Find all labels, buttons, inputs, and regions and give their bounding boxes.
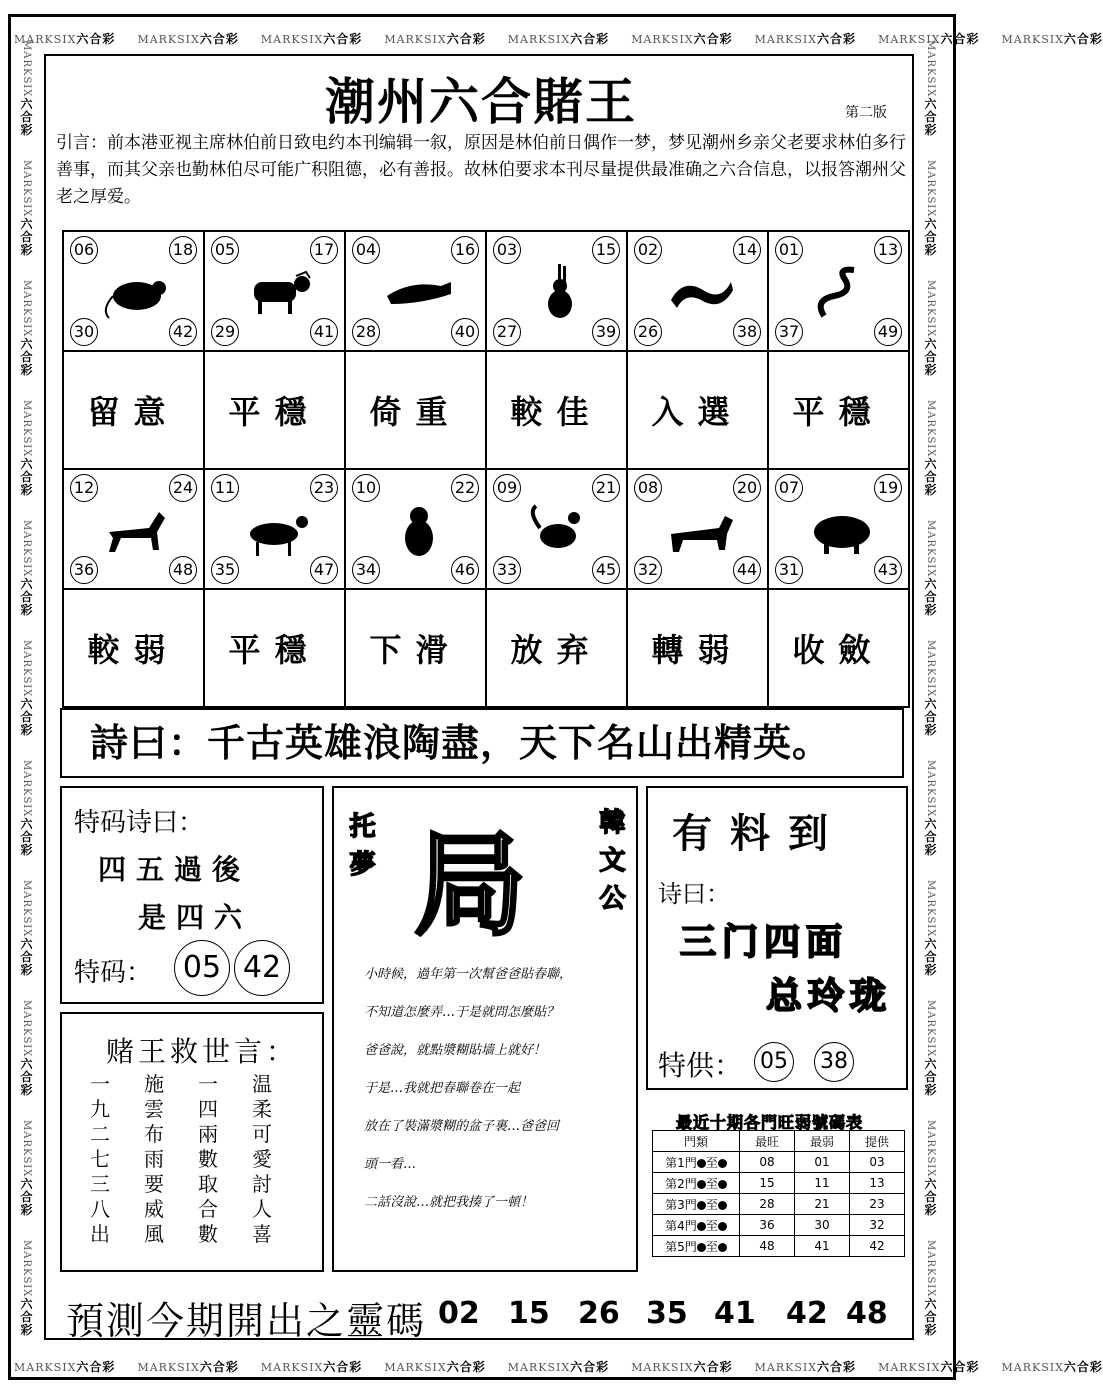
zodiac-cell [345,469,486,589]
zodiac-grid [62,230,910,708]
right-heading: 有料到 [672,811,846,857]
zodiac-number: 40 [451,318,479,346]
zodiac-number: 42 [169,318,197,346]
right-poem-label: 诗曰： [658,880,730,908]
special-poem-box [60,786,324,1004]
story-line: 二話沒說…就把我揍了一頓！ [364,1195,534,1210]
zodiac-number: 37 [775,318,803,346]
zodiac-word: 放弃 [486,589,627,707]
zodiac-number: 16 [451,236,479,264]
zodiac-number: 28 [352,318,380,346]
story-box [332,786,638,1272]
story-line: 放在了裝滿漿糊的盆子裏…爸爸回 [364,1119,560,1134]
snake-icon [804,260,878,322]
zodiac-number: 15 [592,236,620,264]
zodiac-number: 44 [733,556,761,584]
prediction-number: 48 [846,1296,888,1331]
zodiac-word: 轉弱 [627,589,768,707]
zodiac-number: 04 [352,236,380,264]
table-row: 第2門 至 15 11 13 [653,1173,905,1194]
right-special-2: 38 [814,1042,854,1082]
zodiac-cell [63,469,204,589]
zodiac-cell [768,469,909,589]
right-box [646,786,908,1090]
poem-banner: 詩曰：千古英雄浪陶盡，天下名山出精英。 [60,708,904,778]
zodiac-number: 32 [634,556,662,584]
zodiac-number: 34 [352,556,380,584]
story-text [364,956,634,1222]
table-row: 第3門 至 28 21 23 [653,1194,905,1215]
zodiac-number: 22 [451,474,479,502]
zodiac-cell [486,231,627,351]
right-poem-line1: 三门四面 [680,922,849,963]
saying-heading: 赌王救世言： [106,1035,299,1068]
zodiac-number: 48 [169,556,197,584]
zodiac-number: 30 [70,318,98,346]
zodiac-cell [204,469,345,589]
story-big-char: 局 [414,821,526,951]
zodiac-number: 08 [634,474,662,502]
story-line: 不知道怎麼弄…于是就問怎麼貼？ [364,1005,560,1020]
zodiac-number: 41 [310,318,338,346]
zodiac-word: 較佳 [486,351,627,469]
story-line: 小時候，過年第一次幫爸爸貼春聯， [364,967,573,982]
table-row: 第1門 至 08 01 03 [653,1152,905,1173]
zodiac-cell [486,469,627,589]
zodiac-number: 45 [592,556,620,584]
zodiac-cell [627,469,768,589]
zodiac-word: 平穩 [204,351,345,469]
zodiac-number: 14 [733,236,761,264]
zodiac-number: 39 [592,318,620,346]
edition-label: 第二版 [845,105,887,121]
table-title: 最近十期各門旺弱號碼表 [676,1113,864,1132]
saying-column: 一 九 二 七 三 八 出 [90,1072,110,1246]
saying-column: 施 雲 布 雨 要 威 風 [144,1072,164,1246]
watermark-top: MARKSIX六合彩 MARKSIX六合彩 MARKSIX六合彩 MARKSIX六合彩 MARKSIX六合彩 MARKSIX六合彩 MARKSIX六合彩 MARKSIX六合彩 MARKSIX六合彩 [14,32,1103,46]
rooster-icon [522,498,596,560]
zodiac-number: 36 [70,556,98,584]
rat-icon [99,260,173,322]
zodiac-cell [768,231,909,351]
prediction-number: 41 [714,1296,756,1331]
zodiac-word: 入選 [627,351,768,469]
zodiac-number: 13 [874,236,902,264]
zodiac-number: 49 [874,318,902,346]
zodiac-number: 35 [211,556,239,584]
zodiac-number: 21 [592,474,620,502]
zodiac-word: 較弱 [63,589,204,707]
table-header: 最旺 [740,1131,795,1152]
story-line: 爸爸說，就點漿糊貼墙上就好！ [364,1043,547,1058]
dog-icon [663,498,737,560]
watermark-right: MARKSIX六合彩 MARKSIX六合彩 MARKSIX六合彩 MARKSIX六合彩 MARKSIX六合彩 MARKSIX六合彩 MARKSIX六合彩 MARKSIX六合彩 MARKSIX六合彩 MARKSIX六合彩 MARKSIX六合彩 [923,40,937,1337]
story-left-label: 托夢 [345,812,375,888]
zodiac-number: 38 [733,318,761,346]
zodiac-number: 17 [310,236,338,264]
zodiac-number: 47 [310,556,338,584]
zodiac-word: 下滑 [345,589,486,707]
zodiac-number: 20 [733,474,761,502]
zodiac-number: 31 [775,556,803,584]
right-special-1: 05 [754,1042,794,1082]
story-line: 于是…我就把春聯卷在一起 [364,1081,521,1096]
zodiac-number: 46 [451,556,479,584]
story-right-label: 韓文公 [595,808,625,922]
zodiac-number: 12 [70,474,98,502]
saying-columns [90,1072,272,1247]
zodiac-number: 24 [169,474,197,502]
special-code-1: 05 [174,940,230,996]
zodiac-number: 33 [493,556,521,584]
zodiac-number: 11 [211,474,239,502]
zodiac-word: 平穩 [768,351,909,469]
watermark-left: MARKSIX六合彩 MARKSIX六合彩 MARKSIX六合彩 MARKSIX六合彩 MARKSIX六合彩 MARKSIX六合彩 MARKSIX六合彩 MARKSIX六合彩 MARKSIX六合彩 MARKSIX六合彩 MARKSIX六合彩 [19,40,33,1337]
monkey-icon [381,498,455,560]
zodiac-number: 02 [634,236,662,264]
right-special-label: 特供： [658,1049,743,1082]
page-title: 潮州六合賭王 [325,72,637,131]
saying-column: 一 四 兩 數 取 合 數 [198,1072,218,1246]
zodiac-number: 23 [310,474,338,502]
zodiac-word: 平穩 [204,589,345,707]
tiger-icon [381,260,455,322]
horse-icon [99,498,173,560]
saying-box [60,1012,324,1272]
pig-icon [804,498,878,560]
zodiac-number: 03 [493,236,521,264]
prediction-number: 42 [786,1296,828,1331]
zodiac-number: 01 [775,236,803,264]
table-header: 最弱 [795,1131,850,1152]
prediction-label: 預測今期開出之靈碼 [66,1299,427,1343]
table-row: 第4門 至 36 30 32 [653,1215,905,1236]
intro-text: 引言：前本港亚视主席林伯前日致电约本刊编辑一叙，原因是林伯前日偶作一梦，梦见潮州乡亲父老要求林伯多行善事，而其父亲也勤林伯尽可能广积阻德，必有善报。故林伯要求本刊尽量提供最准确之六合信息，以报答潮州父老之厚爱。 [56,133,906,207]
zodiac-word: 收斂 [768,589,909,707]
saying-column: 温 柔 可 愛 討 人 喜 [252,1072,272,1246]
rabbit-icon [522,260,596,322]
prediction-number: 35 [646,1296,688,1331]
table-row: 第5門 至 48 41 42 [653,1236,905,1257]
prediction-number: 15 [508,1296,550,1331]
prediction-number: 26 [578,1296,620,1331]
special-poem-heading: 特码诗曰： [74,808,205,838]
zodiac-number: 29 [211,318,239,346]
zodiac-word: 留意 [63,351,204,469]
special-code-label: 特码： [74,958,153,988]
special-poem-line1: 四五過後 [98,853,251,886]
zodiac-number: 43 [874,556,902,584]
zodiac-number: 06 [70,236,98,264]
zodiac-number: 18 [169,236,197,264]
zodiac-number: 27 [493,318,521,346]
special-poem-line2: 是四六 [138,901,253,934]
zodiac-cell [204,231,345,351]
dragon-icon [663,260,737,322]
goat-icon [240,498,314,560]
zodiac-number: 07 [775,474,803,502]
zodiac-cell [627,231,768,351]
zodiac-number: 05 [211,236,239,264]
zodiac-cell [345,231,486,351]
zodiac-word: 倚重 [345,351,486,469]
zodiac-number: 09 [493,474,521,502]
right-poem-line2: 总玲珑 [766,976,893,1017]
special-code-2: 42 [234,940,290,996]
zodiac-cell [63,231,204,351]
table-header: 門類 [653,1131,740,1152]
zodiac-number: 26 [634,318,662,346]
zodiac-number: 10 [352,474,380,502]
door-table [652,1130,905,1257]
story-line: 頭一看… [364,1157,417,1172]
ox-icon [240,260,314,322]
prediction-number: 02 [438,1296,480,1331]
table-header: 提供 [850,1131,905,1152]
zodiac-number: 19 [874,474,902,502]
watermark-bottom: MARKSIX六合彩 MARKSIX六合彩 MARKSIX六合彩 MARKSIX六合彩 MARKSIX六合彩 MARKSIX六合彩 MARKSIX六合彩 MARKSIX六合彩 MARKSIX六合彩 [14,1360,1103,1374]
